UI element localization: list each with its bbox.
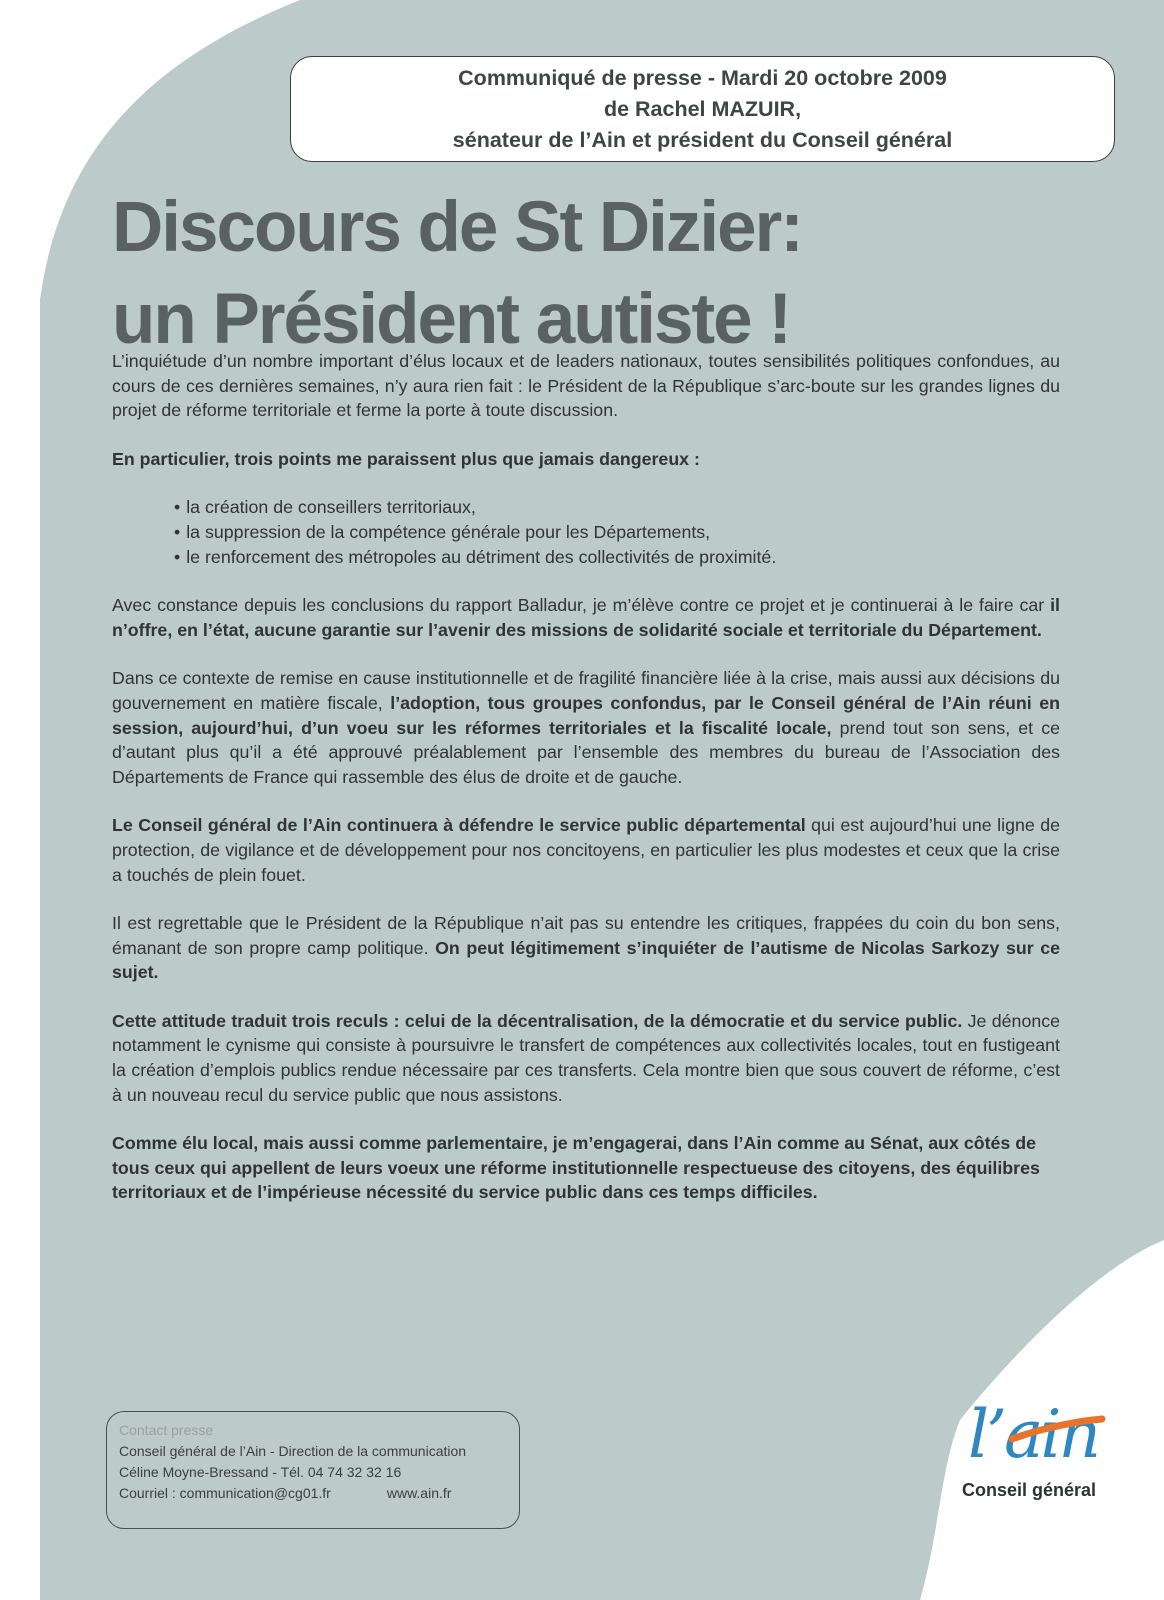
paragraph-text: qui est aujourd’hui une ligne de protection, de vigilance et de développement pour nos concitoyens, en particulier les plus modestes et ceux que la crise a touchés de plein fouet. (112, 815, 1060, 885)
contact-website[interactable]: www.ain.fr (386, 1485, 452, 1501)
contact-email[interactable]: Courriel : communication@cg01.fr (119, 1485, 331, 1501)
paragraph-text: prend tout son sens, et ce d’autant plus qu’il a été approuvé préalablement par l’ensemble des membres du bureau de l’Association des Départements de France qui rassemble des élus de droite et de gauche. (112, 717, 1060, 787)
list-item: • la suppression de la compétence générale pour les Départements, (174, 520, 1060, 545)
logo-wordmark: l’ain (968, 1396, 1099, 1473)
paragraph-critiques (112, 911, 1060, 985)
headline-line-1: Discours de St Dizier: (112, 188, 802, 267)
paragraph-text: Il est regrettable que le Président de la République n’ait pas su entendre les critiques, frappées du coin du bon sens, émanant de son propre camp politique. (112, 913, 1060, 958)
list-item: • la création de conseillers territoriaux, (174, 495, 1060, 520)
contact-label: Contact presse (119, 1422, 214, 1438)
paragraph-intro: L’inquiétude d’un nombre important d’élus locaux et de leaders nationaux, toutes sensibilités politiques confondues, au cours de ces dernières semaines, n’y aura rien fait : le Président de la République s’arc-boute sur les grandes lignes du projet de réforme territoriale et ferme la porte à toute discussion. (112, 351, 1060, 421)
list-item: • le renforcement des métropoles au détriment des collectivités de proximité. (174, 545, 1060, 570)
paragraph-bold-text: On peut légitimement s’inquiéter de l’autisme de Nicolas Sarkozy sur ce sujet. (112, 937, 1060, 983)
paragraph-text: Avec constance depuis les conclusions du rapport Balladur, je m’élève contre ce projet et je continuerai à le faire car (112, 595, 1051, 616)
press-contact-box (106, 1411, 520, 1529)
header-author-line: de Rachel MAZUIR, (603, 97, 802, 121)
contact-department: Conseil général de l’Ain - Direction de la communication (119, 1443, 467, 1459)
press-release-header (290, 56, 1115, 162)
headline-line-2: un Président autiste ! (112, 280, 790, 359)
paragraph-bold-text: Le Conseil général de l’Ain continuera à défendre le service public départemental (112, 815, 806, 836)
article-body (112, 349, 1060, 1229)
paragraph-text: Dans ce contexte de remise en cause institutionnelle et de fragilité financière liée à la crise, mais aussi aux décisions du gouvernement en matière fiscale, (112, 668, 1060, 713)
header-date-line: Communiqué de presse - Mardi 20 octobre 2009 (458, 66, 947, 90)
paragraph-conclusion: Comme élu local, mais aussi comme parlementaire, je m’engagerai, dans l’Ain comme au Sénat, aux côtés de tous ceux qui appellent de leurs voeux une réforme institutionnelle respectueuse des citoyens, des équilibres territoriaux et de l’impérieuse nécessité du service public dans ces temps difficiles. (112, 1133, 1040, 1203)
paragraph-text: Je dénonce notamment le cynisme qui consiste à poursuivre le transfert de compétences aux collectivités locales, tout en fustigeant la création d’emplois publics rendue nécessaire par ces transferts. Cela montre bien que sous couvert de réforme, c’est à un nouveau recul du service public que nous assistons. (112, 1010, 1061, 1105)
paragraph-reculs (112, 1009, 1060, 1107)
contact-links-row (119, 1483, 509, 1504)
paragraph-bold-text: l’adoption, tous groupes confondus, par le Conseil général de l’Ain réuni en session, aujourd’hui, d’un voeu sur les réformes territoriales et la fiscalité locale, (112, 692, 1060, 738)
contact-person: Céline Moyne-Bressand - Tél. 04 74 32 32 16 (119, 1464, 402, 1480)
header-title-line: sénateur de l’Ain et président du Conseil général (452, 128, 953, 152)
paragraph-balladur (112, 593, 1060, 642)
points-list (112, 495, 1060, 569)
paragraph-context (112, 666, 1060, 789)
paragraph-bold-text: Cette attitude traduit trois reculs : celui de la décentralisation, de la démocratie et du service public. (112, 1010, 963, 1031)
headline (112, 182, 1072, 366)
paragraph-bold-text: il n’offre, en l’état, aucune garantie sur l’avenir des missions de solidarité sociale et territoriale du Département. (112, 595, 1060, 640)
paragraph-service-public (112, 813, 1060, 887)
logo-caption: Conseil général (961, 1480, 1097, 1500)
paragraph-points-intro: En particulier, trois points me paraissent plus que jamais dangereux : (112, 448, 700, 469)
